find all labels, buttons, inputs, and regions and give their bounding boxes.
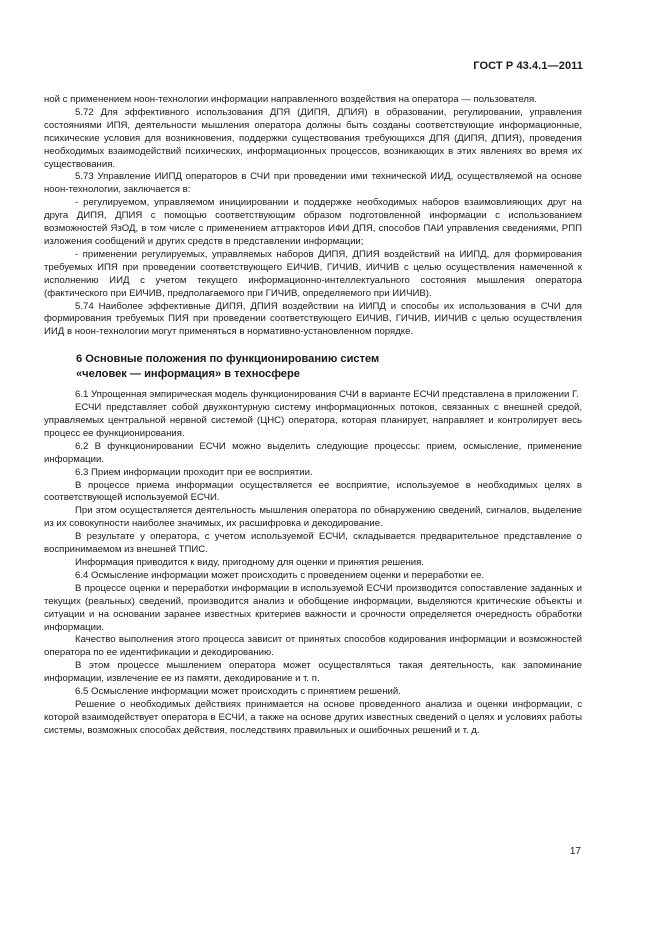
paragraph: ЕСЧИ представляет собой двухконтурную систему информационных потоков, связанных с внешней средой, управляемых центральной нервной системой (ЦНС) оператора, которая планирует, направляет и контролирует весь процесс ее функционирования. — [44, 402, 582, 439]
paragraph: ной с применением ноон-технологии информации направленного воздействия на оператора — пользователя. — [44, 94, 537, 105]
body-text — [44, 94, 582, 738]
paragraph: 6.1 Упрощенная эмпирическая модель функционирования СЧИ в варианте ЕСЧИ представлена в приложении Г. — [75, 389, 579, 401]
paragraph: В результате у оператора, с учетом используемой ЕСЧИ, складывается предварительное представление о воспринимаемом из внешней ТПИС. — [44, 531, 582, 556]
paragraphs-before-section — [44, 94, 582, 339]
paragraph: Информация приводится к виду, пригодному для оценки и принятия решения. — [75, 557, 424, 568]
paragraph: 6.2 В функционировании ЕСЧИ можно выделить следующие процессы: прием, осмысление, применение информации. — [44, 440, 582, 465]
paragraph: В процессе оценки и переработки информации в используемой ЕСЧИ производится сопоставление заданных и текущих (реальных) сведений, производится анализ и обобщение информации, выделяются критические объекты и ситуации и на основании заранее известных критериев важности и срочности определяется очередность обработки информации. — [44, 582, 582, 633]
page-number: 17 — [569, 846, 581, 857]
paragraph: 5.74 Наиболее эффективные ДИПЯ, ДПИЯ воздействии на ИИПД и способы их использования в СЧИ для формирования требуемых ПИЯ при проведении соответствующего ЕИЧИВ, ГИЧИВ, ИИЧИВ с целью осуществления ИИД в ноон-технологии могут применяться в нормативно-установленном порядке. — [44, 300, 582, 338]
paragraph: Качество выполнения этого процесса зависит от принятых способов кодирования информации и возможностей оператора по ее идентификации и декодированию. — [44, 634, 582, 659]
paragraph: В этом процессе мышлением оператора может осуществляться такая деятельность, как запоминание информации, извлечение ее из памяти, декодирование и т. п. — [44, 660, 582, 685]
paragraph: 6.4 Осмысление информации может происходить с проведением оценки и переработки ее. — [75, 569, 485, 581]
paragraph: При этом осуществляется деятельность мышления оператора по обнаружению сведений, сигналов, выделение из их совокупности наиболее значимых, их расшифровка и декодирование. — [44, 505, 582, 530]
paragraph: 5.72 Для эффективного использования ДПЯ (ДИПЯ, ДПИЯ) в образовании, регулировании, управления состояниями ИПЯ, деятельности мышления оператора должны быть созданы соответствующие информационные, психические условия для возникновения, поддержки существования требующихся ДПЯ (ДИПЯ, ДПИЯ), проведения необходимых взаимодействий психических, информационных процессов, возникающих в этих явлениях во время их существования. — [44, 106, 582, 170]
section-heading-line-1: 6 Основные положения по функционированию систем — [76, 353, 380, 366]
paragraphs-after-section — [44, 389, 582, 737]
paragraph: - применении регулируемых, управляемых наборов ДИПЯ, ДПИЯ воздействий на ИИПД, для формирования требуемых ИПЯ при проведении соответствующего ЕИЧИВ, ГИЧИВ, ИИЧИВ с целью осуществления намеченной к исполнению ИИД с учетом текущего информационно-интеллектуального состояния мышления оператора (фактического при ЕИЧИВ, предполагаемого при ГИЧИВ, определяемого при ИИЧИВ). — [44, 248, 582, 299]
paragraph: 5.73 Управление ИИПД операторов в СЧИ при проведении ими технической ИИД, осуществляемой на основе ноон-технологии, заключается в: — [44, 171, 582, 196]
paragraph: 6.5 Осмысление информации может происходить с принятием решений. — [75, 686, 401, 698]
paragraph: Решение о необходимых действиях принимается на основе проведенного анализа и оценки информации, с которой взаимодействует оператора в ЕСЧИ, а также на основе других известных сведений о целях и условиях работы системы, возможных способах действия, последствиях правильных и ошибочных решений и т. д. — [44, 698, 582, 736]
paragraph: 6.3 Прием информации проходит при ее восприятии. — [75, 466, 313, 478]
section-heading-line-2: «человек — информация» в техносфере — [76, 367, 300, 380]
paragraph: - регулируемом, управляемом инициировании и поддержке необходимых наборов взаимовлияющих друг на друга ДИПЯ, ДПИЯ с помощью соответствующим образом подготовленной информации с использованием возможностей ЯзОД, в том числе с применением аттракторов ИФИ ДПЯ, способов ПАИ управления сведениями, РПП изложения сообщений и других средств в представлении информации; — [44, 197, 582, 247]
document-code: ГОСТ Р 43.4.1—2011 — [473, 60, 583, 72]
paragraph: В процессе приема информации осуществляется ее восприятие, используемое в необходимых целях в соответствующей используемой ЕСЧИ. — [44, 479, 582, 504]
